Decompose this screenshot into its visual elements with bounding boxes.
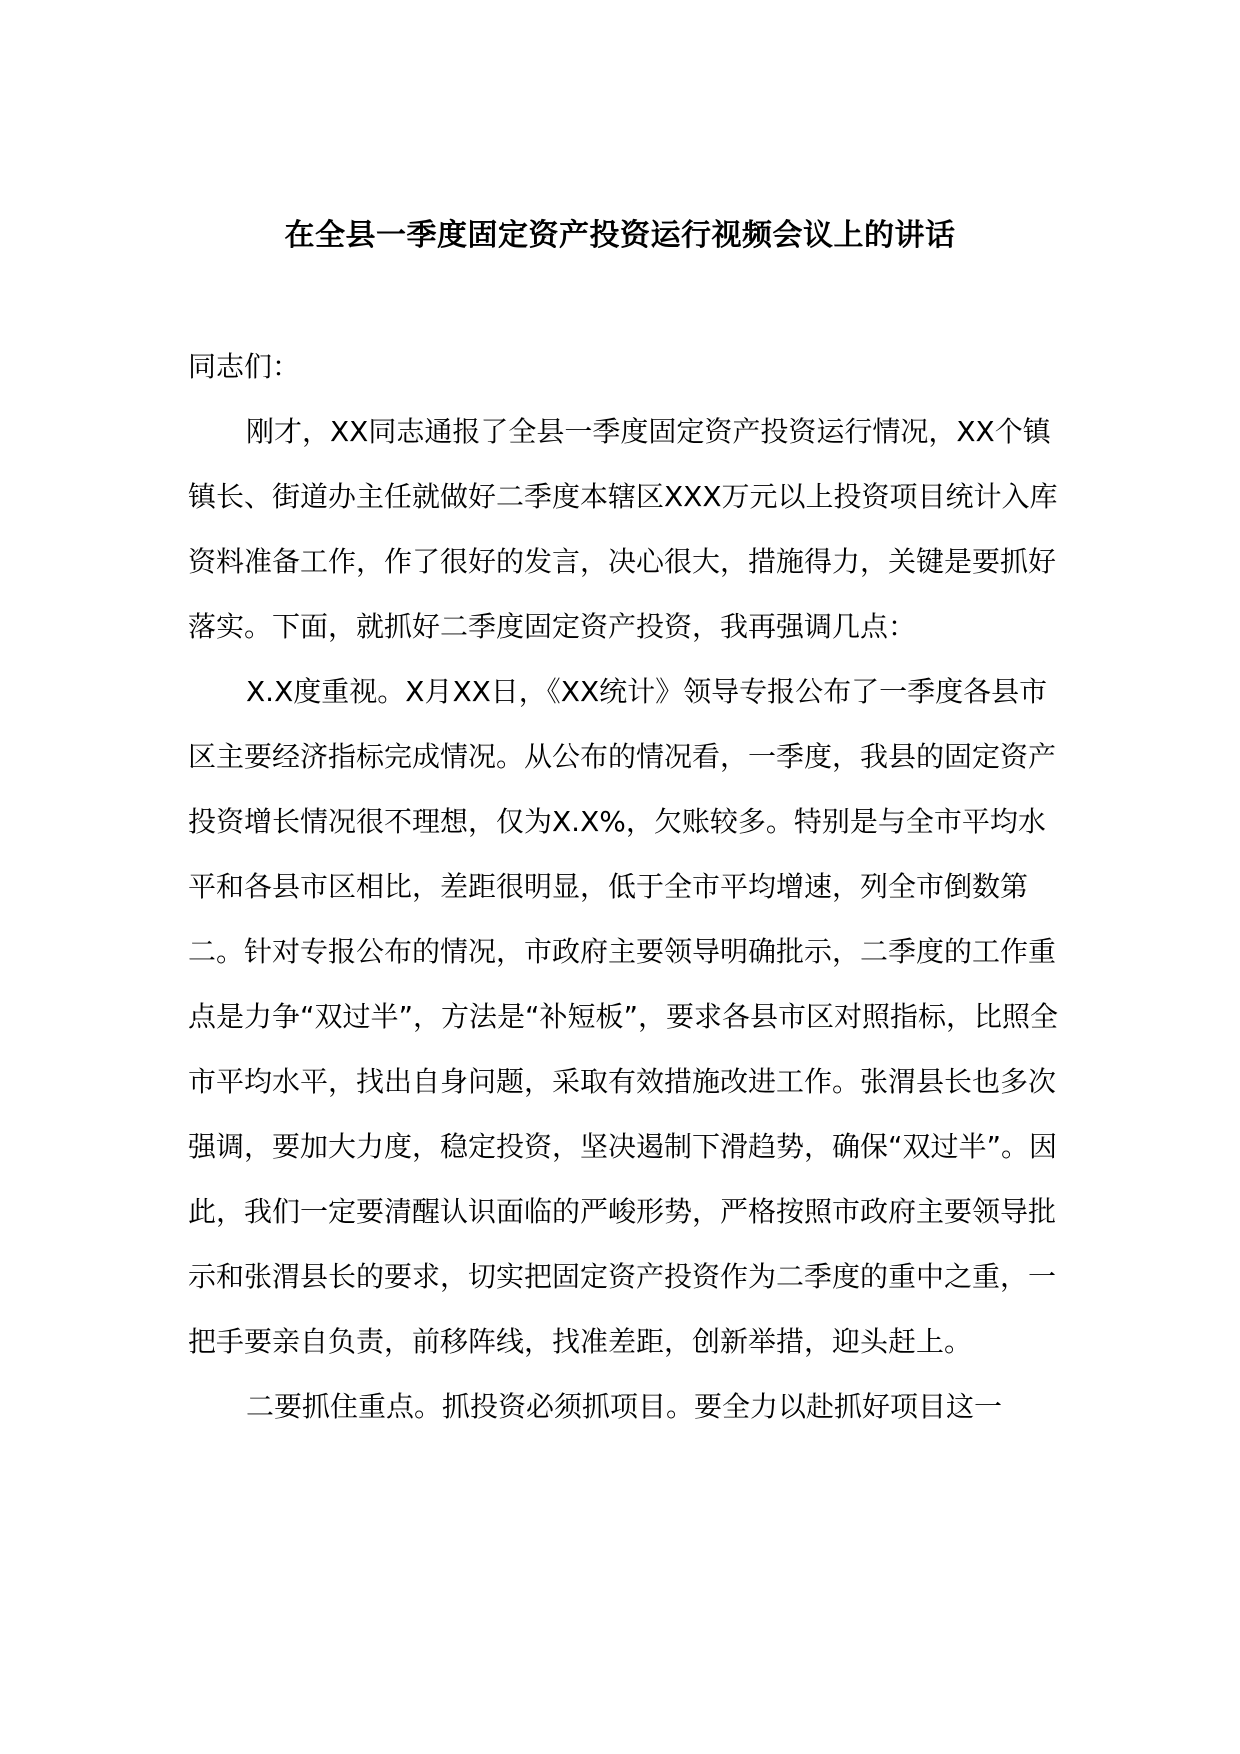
paragraph-1: 刚才，XX同志通报了全县一季度固定资产投资运行情况，XX个镇镇长、街道办主任就做好二季度本辖区XXX万元以上投资项目统计入库资料准备工作，作了很好的发言，决心很大，措施得力，关键是要抓好落实。下面，就抓好二季度固定资产投资，我再强调几点： <box>188 415 1058 643</box>
salutation: 同志们： <box>188 350 301 383</box>
paragraph-2: X.X度重视。X月XX日，《XX统计》领导专报公布了一季度各县市区主要经济指标完成情况。从公布的情况看，一季度，我县的固定资产投资增长情况很不理想，仅为X.X%，欠账较多。特别是与全市平均水平和各县市区相比，差距很明显，低于全市平均增速，列全市倒数第二。针对专报公布的情况，市政府主要领导明确批示，二季度的工作重点是力争“双过半”，方法是“补短板”，要求各县市区对照指标，比照全市平均水平，找出自身问题，采取有效措施改进工作。张渭县长也多次强调，要加大力度，稳定投资，坚决遏制下滑趋势，确保“双过半”。因此，我们一定要清醒认识面临的严峻形势，严格按照市政府主要领导批示和张渭县长的要求，切实把固定资产投资作为二季度的重中之重，一把手要亲自负责，前移阵线，找准差距，创新举措，迎头赶上。 <box>188 675 1059 1358</box>
document-title: 在全县一季度固定资产投资运行视频会议上的讲话 <box>284 218 956 253</box>
paragraph-3: 二要抓住重点。抓投资必须抓项目。要全力以赴抓好项目这一 <box>246 1390 1003 1423</box>
document-body <box>188 334 1068 1439</box>
